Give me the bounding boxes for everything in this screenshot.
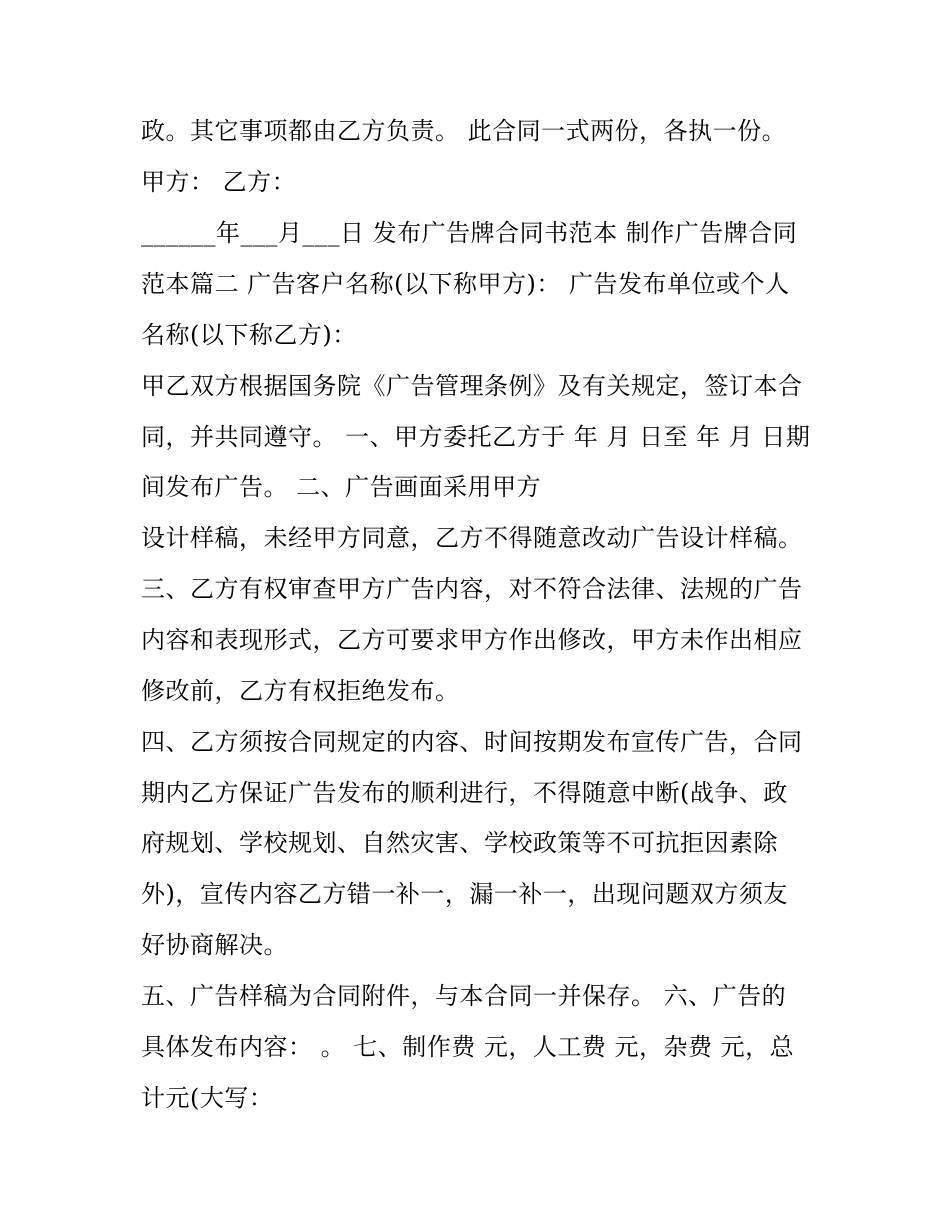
text-line: 修改前，乙方有权拒绝发布。 [141,677,460,705]
text-line: 内容和表现形式，乙方可要求甲方作出修改，甲方未作出相应 [141,626,803,654]
text-line: 名称(以下称乙方)： [141,321,357,349]
text-line: 好协商解决。 [141,931,288,959]
text-line: 政。其它事项都由乙方负责。 此合同一式两份，各执一份。 [141,117,787,145]
text-line: 同，并共同遵守。 一、甲方委托乙方于 年 月 日至 年 月 日期 [141,423,811,451]
text-line: 甲乙双方根据国务院《广告管理条例》及有关规定，签订本合 [141,372,803,400]
text-line: 府规划、学校规划、自然灾害、学校政策等不可抗拒因素除 [141,829,778,857]
text-line: 具体发布内容： 。 七、制作费 元，人工费 元，杂费 元，总 [141,1033,795,1061]
text-line: 外)，宣传内容乙方错一补一，漏一补一，出现问题双方须友 [141,880,788,908]
text-line: 设计样稿，未经甲方同意，乙方不得随意改动广告设计样稿。 [141,524,803,552]
text-line: 五、广告样稿为合同附件，与本合同一并保存。 六、广告的 [141,982,787,1010]
text-line: 期内乙方保证广告发布的顺利进行，不得随意中断(战争、政 [141,779,788,807]
text-line: 甲方： 乙方： [141,168,297,196]
text-line: 计元(大写： [141,1084,274,1112]
text-line: 四、乙方须按合同规定的内容、时间按期发布宣传广告，合同 [141,728,803,756]
text-line: ______年___月___日 发布广告牌合同书范本 制作广告牌合同 [141,219,798,247]
text-line: 三、乙方有权审查甲方广告内容，对不符合法律、法规的广告 [141,575,803,603]
text-line: 间发布广告。 二、广告画面采用甲方 [141,473,542,501]
text-line: 范本篇二 广告客户名称(以下称甲方)： 广告发布单位或个人 [141,270,790,298]
